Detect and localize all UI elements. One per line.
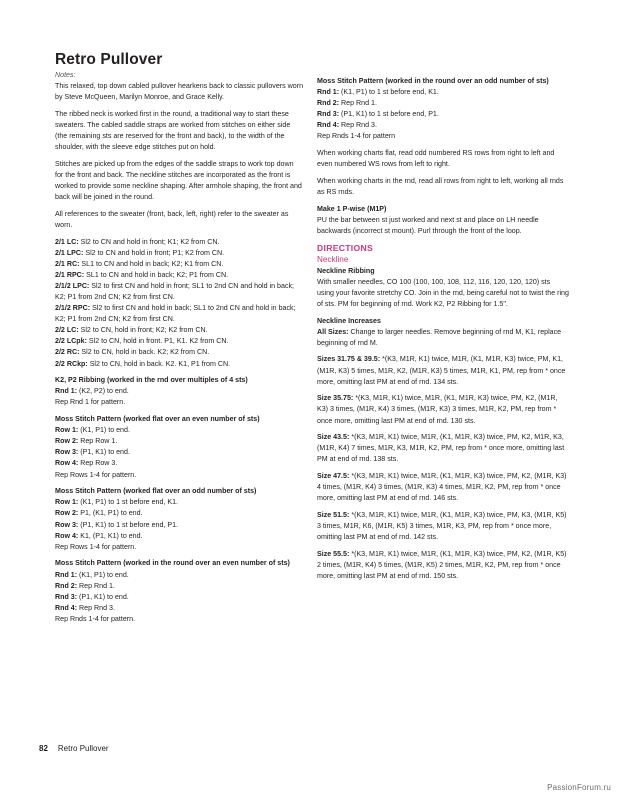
notes-paragraph: The ribbed neck is worked first in the round, a traditional way to start these sweaters. The cabled saddle straps are worked from stitches on either side (the remaining sts are reserved for the front and back), to the width of the shoulder, with the sleeve edge stitches put on hold. [55,109,291,152]
row-text: (K2, P2) to end. [77,387,129,396]
pattern-heading: Moss Stitch Pattern (worked in the round over an even number of sts) [55,559,290,568]
row-label: Rnd 2: [317,99,340,108]
row-label: Rnd 4: [317,121,340,130]
neckline-ribbing-text: With smaller needles, CO 100 (100, 100, 108, 112, 116, 120, 120, 120) sts using your favorite stretchy CO. Join in the rnd, being careful not to twist the ring of sts. PM for beginning of rnd. Work K2, P2 Ribbing for 1.5". [317,277,569,308]
size-text: *(K3, M1R, K1) twice, M1R, (K1, M1R, K3) twice, PM, K2, (M1R, K3) 3 times, (M1R, K4) 3 times, (M1R, K3) 3 times, M1R, K2, PM, rep from * once more, omitting last PM at end of rnd. 130 sts. [317,394,558,425]
size-instruction [317,471,569,504]
pattern-row [55,508,303,519]
abbreviation-text: Sl2 to CN and hold in front; P1; K2 from CN. [83,248,225,257]
abbreviation-text: Sl2 to CN, hold in back. K2. K1, P1 from CN. [87,359,231,368]
row-label: Rnd 2: [55,581,78,590]
row-label: Rnd 1: [55,570,78,579]
notes-paragraph: All references to the sweater (front, back, left, right) refer to the sweater as worn. [55,209,289,229]
notes-paragraph: Stitches are picked up from the edges of the saddle straps to work top down for the front and back. The neckline stitches are incorporated as the front is worked to provide some neckline shaping. After armhole shaping, the front and back will be joined in the round. [55,159,302,202]
abbreviation-item [55,281,303,303]
pattern-heading: Moss Stitch Pattern (worked in the round over an odd number of sts) [317,77,549,85]
page-number: 82 [39,744,48,753]
left-column [55,50,303,631]
abbreviation-item [55,270,303,281]
row-text: Rep Rows 1-4 for pattern. [55,470,137,479]
size-text: *(K3, M1R, K1) twice, M1R, (K1, M1R, K3) twice, PM, K1, (M1R, K3) 5 times, M1R, K2, (M1R, K3) 5 times, M1R, K1, PM, rep from * once more, omitting last PM at end of rnd. 134 sts. [317,355,566,386]
size-label: Size 43.5: [317,433,350,442]
abbreviation-text: SL1 to CN and hold in back; K2; K1 from CN. [79,259,224,268]
abbreviation-text: Sl2 to first CN and hold in back; SL1 to 2nd CN and hold in back; K2; P1 from 2nd CN; K2 from first CN. [55,304,296,324]
neckline-ribbing-block [317,266,569,310]
pattern-block-moss-round-even [55,558,303,625]
abbreviation-term: 2/1 RC: [55,259,80,268]
size-instruction [317,510,569,543]
pattern-row [317,98,569,109]
row-label: Rnd 4: [55,603,78,612]
pattern-heading: Moss Stitch Pattern (worked flat over an odd number of sts) [55,487,257,496]
pattern-row [55,386,303,397]
row-label: Rnd 3: [317,110,340,119]
abbreviation-text: Sl2 to CN, hold in back. K2; K2 from CN. [79,348,210,357]
abbreviation-item [55,248,303,259]
row-text: Rep Rnds 1-4 for pattern [317,132,396,141]
row-text: (K1, P1) to end. [78,426,130,435]
row-label: Row 4: [55,531,79,540]
pattern-heading: Moss Stitch Pattern (worked flat over an even number of sts) [55,415,260,424]
row-text: Rep Rnds 1-4 for pattern. [55,614,136,623]
pattern-row [55,592,303,603]
row-label: Rnd 1: [55,387,78,396]
pattern-row [55,436,303,447]
size-label: Size 47.5: [317,472,350,481]
row-text: (K1, P1) to end. [77,570,129,579]
row-text: K1, (P1, K1) to end. [78,531,143,540]
m1p-text: PU the bar between st just worked and next st and place on LH needle backwards (incorrect st mount). Purl through the front of the loop. [317,215,539,235]
row-label: Rnd 3: [55,592,78,601]
pattern-row [55,603,303,614]
abbreviation-item [55,237,303,248]
abbreviation-term: 2/2 RCkp: [55,359,88,368]
row-text: Rep Rnd 3. [339,121,377,130]
all-sizes-label: All Sizes: [317,327,349,336]
pattern-row [55,458,303,469]
size-text: *(K3, M1R, K1) twice, M1R, (K1, M1R, K3) twice, PM, K3, (M1R, K5) 3 times, M1R, K6, (M1R, K5) 3 times, M1R, K3, PM, rep from * once more, omitting last PM at end of rnd. 142 sts. [317,510,567,542]
row-text: (P1, K1) to 1 st before end, P1. [339,110,439,119]
all-sizes-text: Change to larger needles. Remove beginning of rnd M, K1, replace beginning of rnd M. [317,327,562,347]
pattern-block-ribbing [55,375,303,408]
abbreviation-text: Sl2 to CN and hold in front; K1; K2 from CN. [78,237,220,246]
pattern-row [317,120,569,131]
size-label: Size 55.5: [317,549,350,558]
pattern-row [55,520,303,531]
all-sizes-instruction [317,327,569,349]
page-title: Retro Pullover [55,51,163,68]
row-text: Rep Rnd 1. [77,581,115,590]
row-label: Row 3: [55,520,79,529]
row-label: Row 2: [55,509,79,518]
pattern-block-moss-flat-odd [55,486,303,553]
size-text: *(K3, M1R, K1) twice, M1R, (K1, M1R, K3) twice, PM, K2, (M1R, K3) 4 times, (M1R, K4) 3 times, (M1R, K3) 4 times, M1R, K2, PM, rep from * once more, omitting last PM at end of rnd. 146 sts. [317,472,567,503]
pattern-row [55,531,303,542]
size-instruction [317,549,569,582]
pattern-row [55,570,303,581]
pattern-row [55,581,303,592]
neckline-increases-block [317,316,569,349]
row-text: (P1, K1) to end. [78,448,130,457]
row-label: Row 3: [55,448,79,457]
abbreviation-text: Sl2 to CN, hold in front; K2; K2 from CN. [78,326,208,335]
abbreviation-term: 2/2 RC: [55,348,80,357]
row-text: Rep Rnd 1 for pattern. [55,398,126,407]
page-footer [39,744,109,754]
neckline-heading: Neckline [317,254,349,264]
row-label: Row 1: [55,498,79,507]
size-label: Sizes 31.75 & 39.5: [317,355,381,364]
abbreviation-text: SL1 to CN and hold in back; K2; P1 from CN. [84,270,229,279]
footer-title: Retro Pullover [57,744,109,753]
pattern-row [55,397,303,408]
pattern-row [317,131,569,142]
row-text: (K1, P1) to 1 st before end, K1. [78,498,179,507]
abbreviation-text: Sl2 to CN, hold in front. P1, K1. K2 from CN. [86,337,229,346]
size-text: *(K3, M1R, K1) twice, M1R, (K1, M1R, K3) twice, PM, K2, (M1R, K5) 2 times, (M1R, K4) 5 times, (M1R, K5) 2 times, M1R, K2, PM, rep from * once more, omitting last PM at end of rnd. 150 sts. [317,549,567,580]
abbreviation-term: 2/2 LC: [55,326,79,335]
row-text: (K1, P1) to 1 st before end, K1. [339,88,439,97]
abbreviation-item [55,347,303,358]
size-instruction [317,432,569,465]
m1p-block [317,204,569,237]
row-text: (P1, K1) to end. [77,592,129,601]
chart-instructions: When working charts flat, read odd numbered RS rows from right to left and even numbered WS rows from left to right. [317,149,555,169]
abbreviation-term: 2/1 RPC: [55,270,85,279]
row-label: Rnd 1: [317,88,340,97]
pattern-block-moss-flat-even [55,414,303,481]
row-text: Rep Rnd 3. [77,603,115,612]
neckline-increases-heading: Neckline Increases [317,316,381,325]
pattern-row [55,497,303,508]
size-instruction [317,354,569,387]
notes-paragraph: This relaxed, top down cabled pullover hearkens back to classic pullovers worn by Steve McQueen, Marilyn Monroe, and Grace Kelly. [55,82,304,102]
abbreviations-list [55,237,303,370]
pattern-heading: K2, P2 Ribbing (worked in the rnd over multiples of 4 sts) [55,376,248,385]
abbreviation-item [55,259,303,270]
watermark: PassionForum.ru [547,783,611,792]
abbreviation-term: 2/1 LC: [55,237,79,246]
abbreviation-item [55,336,303,347]
row-label: Row 4: [55,459,79,468]
notes-label: Notes: [55,71,76,79]
pattern-row [55,425,303,436]
row-text: Rep Rows 1-4 for pattern. [55,542,137,551]
pattern-row [55,470,303,481]
row-text: Rep Row 1. [78,437,118,446]
size-label: Size 51.5: [317,510,350,519]
abbreviation-item [55,303,303,325]
row-text: Rep Rnd 1. [339,99,377,108]
pattern-block-moss-round-odd [317,76,569,143]
abbreviation-term: 2/1/2 RPC: [55,304,91,313]
abbreviation-term: 2/2 LCpk: [55,337,87,346]
right-column [317,76,569,588]
abbreviation-term: 2/1/2 LPC: [55,281,90,290]
m1p-heading: Make 1 P-wise (M1P) [317,204,387,213]
pattern-row [55,542,303,553]
row-text: Rep Row 3. [78,459,118,468]
abbreviation-text: Sl2 to first CN and hold in front; SL1 to 2nd CN and hold in back; K2; P1 from 2nd CN; K2 from first CN. [55,281,294,301]
size-instruction [317,393,569,426]
row-text: (P1, K1) to 1 st before end, P1. [78,520,179,529]
size-text: *(K3, M1R, K1) twice, M1R, (K1, M1R, K3) twice, PM, K2, M1R, K3, (M1R, K4) 7 times, M1R, K3, M1R, K2, PM, rep from * once more, omitting last PM at end of rnd. 138 sts. [317,433,565,464]
row-label: Row 1: [55,426,79,435]
size-label: Size 35.75: [317,394,354,403]
pattern-row [317,109,569,120]
abbreviation-term: 2/1 LPC: [55,248,84,257]
row-label: Row 2: [55,437,79,446]
neckline-ribbing-heading: Neckline Ribbing [317,266,375,275]
pattern-row [317,87,569,98]
row-text: P1, (K1, P1) to end. [78,509,143,518]
pattern-row [55,447,303,458]
abbreviation-item [55,359,303,370]
directions-heading: DIRECTIONS [317,242,373,253]
chart-instructions: When working charts in the rnd, read all rows from right to left, working all rnds as RS rnds. [317,176,564,197]
abbreviation-item [55,325,303,336]
pattern-row [55,614,303,625]
